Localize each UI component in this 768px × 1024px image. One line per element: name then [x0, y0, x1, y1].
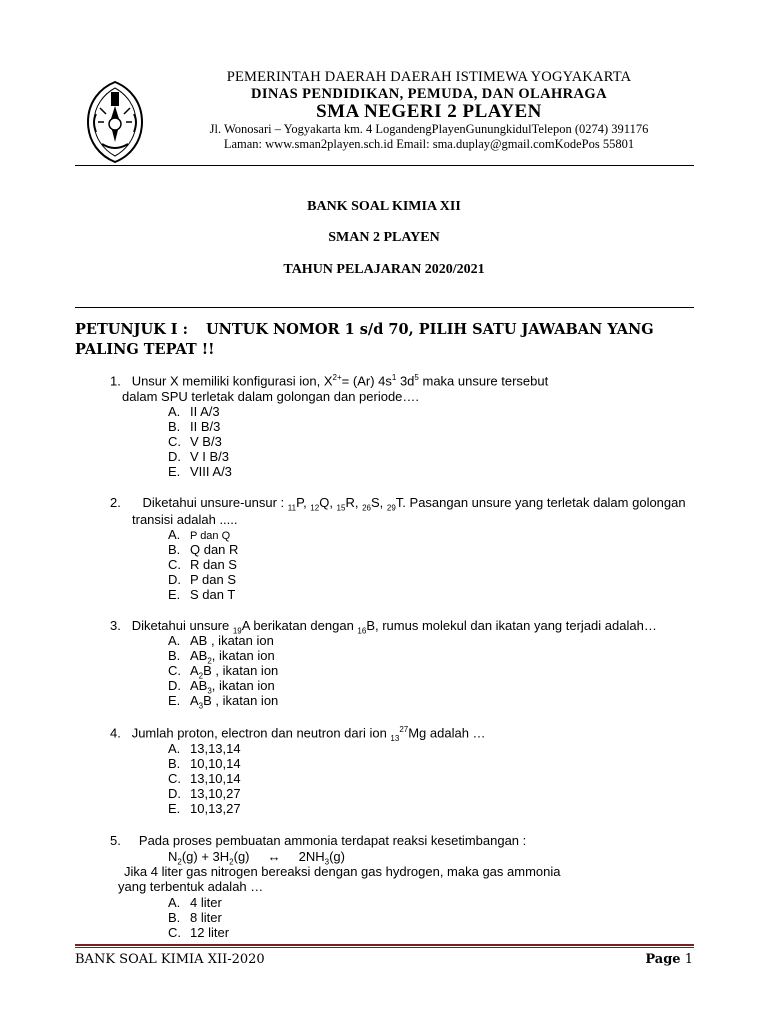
header-address: Jl. Wonosari – Yogyakarta km. 4 LogandengPlayenGunungkidulTelepon (0274) 391176 — [209, 122, 649, 136]
footer-page-number: Page 1 — [645, 952, 693, 967]
question-5-line4: yang terbentuk adalah … — [118, 879, 264, 894]
question-1: 1. Unsur X memiliki konfigurasi ion, $X^{2+}= (Ar)$ $4s^1$ $3d^5$ maka unsure tersebut — [110, 373, 549, 389]
q3-option-a: A. AB , ikatan ion — [168, 633, 274, 648]
q5-option-c: C. 12 liter — [168, 925, 230, 940]
q1-option-e: E. VIII A/3 — [168, 464, 232, 479]
q4-option-d: D. 13,10,27 — [168, 786, 241, 801]
question-5-line3: Jika 4 liter gas nitrogen bereaksi dengan gas hydrogen, maka gas ammonia — [124, 864, 561, 879]
header-government: PEMERINTAH DAERAH DAERAH ISTIMEWA YOGYAKARTA — [226, 69, 632, 85]
footer-rule-thin — [75, 947, 694, 948]
question-3: 3. Diketahui unsure $_{19}$A berikatan dengan $_{16}$B, rumus molekul dan ikatan yang terjadi adalah… — [110, 618, 657, 636]
q2-option-e: E. S dan T — [168, 587, 236, 602]
q1-option-a: A. II A/3 — [168, 404, 220, 419]
instruction-text: UNTUK NOMOR 1 s/d 70, PILIH SATU JAWABAN YANG PALING TEPAT !! — [75, 321, 654, 358]
q3-option-c: C. $A_2B$ , ikatan ion — [168, 663, 279, 681]
doc-year: TAHUN PELAJARAN 2020/2021 — [283, 262, 485, 277]
header-school-name: SMA NEGERI 2 PLAYEN — [316, 101, 542, 122]
instruction — [75, 320, 715, 360]
question-5: 5. Pada proses pembuatan ammonia terdapat reaksi kesetimbangan : — [110, 833, 527, 848]
doc-title: BANK SOAL KIMIA XII — [307, 199, 461, 214]
question-1-line2: dalam SPU terletak dalam golongan dan periode…. — [122, 389, 420, 404]
q2-option-b: B. Q dan R — [168, 542, 239, 557]
instruction-label: PETUNJUK I : — [75, 321, 188, 338]
q2-option-c: C. R dan S — [168, 557, 237, 572]
q2-option-a: A. P dan Q — [168, 527, 231, 542]
footer-doc-label: BANK SOAL KIMIA XII-2020 — [75, 952, 265, 967]
q5-option-a: A. 4 liter — [168, 895, 222, 910]
header-divider — [75, 165, 694, 166]
doc-school: SMAN 2 PLAYEN — [328, 230, 440, 245]
q1-option-d: D. V I B/3 — [168, 449, 230, 464]
q5-option-b: B. 8 liter — [168, 910, 222, 925]
q4-option-a: A. 13,13,14 — [168, 741, 241, 756]
q1-option-b: B. II B/3 — [168, 419, 221, 434]
q5-equation: $N_2(g) + 3H_2(g)$ ↔ $2NH_3(g)$ — [168, 849, 345, 867]
footer-rule-thick — [75, 944, 694, 946]
q4-option-c: C. 13,10,14 — [168, 771, 241, 786]
question-4: 4. Jumlah proton, electron dan neutron dari ion $_{13}^{27}$Mg adalah … — [110, 725, 486, 743]
q3-option-e: E. $A_3B$ , ikatan ion — [168, 693, 279, 711]
title-divider — [75, 307, 694, 308]
q4-option-e: E. 10,13,27 — [168, 801, 241, 816]
q2-option-d: D. P dan S — [168, 572, 237, 587]
q3-option-b: B. $AB_2$, ikatan ion — [168, 648, 275, 666]
header-contact: Laman: www.sman2playen.sch.id Email: sma.duplay@gmail.comKodePos 55801 — [223, 137, 635, 151]
q4-option-b: B. 10,10,14 — [168, 756, 241, 771]
question-2: 2. Diketahui unsure-unsur : $_{11}$P, $_{12}$Q, $_{15}$R, $_{26}$S, $_{29}$T. Pasangan unsure yang terletak dalam golongan — [110, 495, 686, 513]
q3-option-d: D. $AB_3$, ikatan ion — [168, 678, 275, 696]
header-department: DINAS PENDIDIKAN, PEMUDA, DAN OLAHRAGA — [251, 86, 607, 102]
q1-option-c: C. V B/3 — [168, 434, 222, 449]
question-2-line2: transisi adalah ..... — [132, 512, 238, 527]
